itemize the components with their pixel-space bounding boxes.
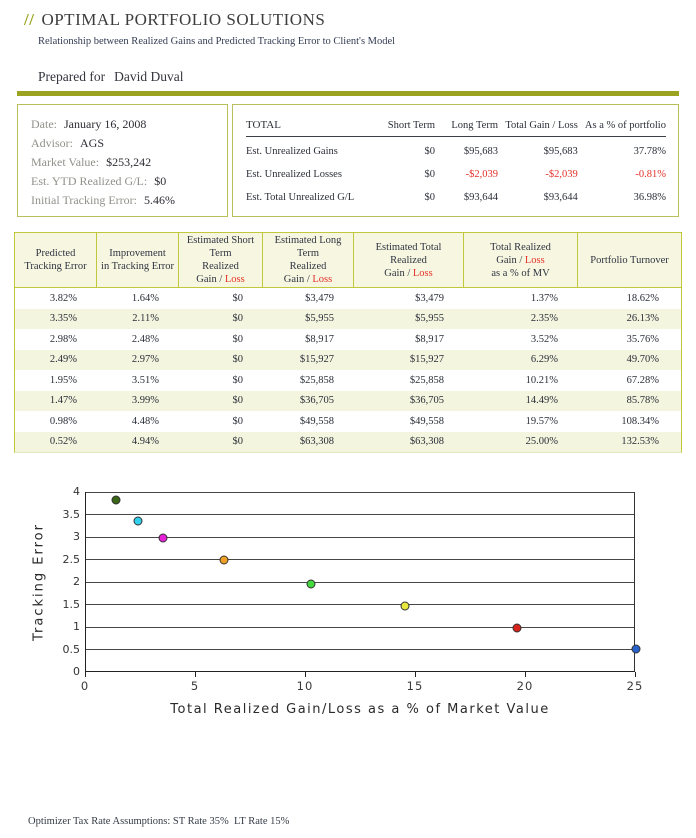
table-cell: $5,955 — [305, 313, 334, 325]
data-point — [220, 555, 229, 564]
gridline — [86, 649, 634, 650]
header-line — [196, 273, 244, 286]
table-cell: 1.47% — [49, 395, 77, 407]
info-label: Advisor: — [31, 136, 73, 150]
header-text: Gain / — [283, 274, 313, 285]
table-cell: 35.76% — [626, 333, 659, 345]
scenario-table-header — [14, 232, 682, 288]
table-row — [15, 370, 681, 391]
y-tick-label: 2 — [73, 575, 80, 588]
total-cell: $93,644 — [463, 192, 498, 203]
page-title: OPTIMAL PORTFOLIO SOLUTIONS — [41, 10, 326, 29]
header-text: Gain / — [496, 254, 525, 266]
y-tick-label: 1.5 — [62, 597, 80, 611]
header-text: Gain / — [196, 274, 225, 285]
data-point — [400, 601, 409, 610]
header-line — [284, 273, 332, 286]
total-cell: $0 — [424, 169, 435, 180]
header-text: Predicted — [35, 248, 76, 259]
gridline — [86, 559, 634, 560]
scenario-table-body — [14, 288, 682, 453]
table-row — [15, 329, 681, 350]
table-cell: $8,917 — [415, 333, 444, 345]
total-cell: $95,683 — [463, 146, 498, 157]
main-header-cell — [97, 233, 179, 287]
table-cell: 19.57% — [525, 415, 558, 427]
table-cell: 132.53% — [621, 436, 659, 448]
header-line — [290, 260, 327, 273]
y-tick-label: 0 — [73, 665, 80, 678]
data-point — [512, 623, 521, 632]
total-row — [246, 186, 666, 209]
brand-slashes-icon: // — [24, 10, 35, 29]
table-cell: 3.51% — [131, 374, 159, 386]
header-line — [491, 267, 549, 280]
info-label: Date: — [31, 117, 57, 131]
y-tick-label: 4 — [73, 485, 80, 498]
info-row — [31, 155, 227, 174]
data-point — [632, 644, 641, 653]
table-cell: 1.37% — [530, 292, 558, 304]
table-cell: 26.13% — [626, 313, 659, 325]
scenario-table — [14, 232, 682, 453]
table-cell: 25.00% — [525, 436, 558, 448]
info-label: Initial Tracking Error: — [31, 193, 137, 207]
header-line — [496, 254, 544, 267]
total-cell: $95,683 — [543, 146, 578, 157]
table-cell: $36,705 — [409, 395, 444, 407]
table-cell: $0 — [232, 333, 243, 345]
report-header — [24, 10, 664, 85]
x-tick-label: 25 — [626, 679, 644, 693]
x-tick-label: 20 — [516, 679, 534, 693]
data-point — [112, 496, 121, 505]
header-text: Estimated Short Term — [186, 235, 255, 259]
total-header-row — [246, 119, 666, 137]
table-row — [15, 432, 681, 453]
total-summary-box — [232, 104, 679, 217]
total-rows — [246, 140, 666, 209]
table-cell: $8,917 — [305, 333, 334, 345]
table-cell: $5,955 — [415, 313, 444, 325]
total-row-label: Est. Total Unrealized G/L — [246, 192, 355, 203]
x-tick-label: 15 — [406, 679, 424, 693]
info-row — [31, 117, 227, 136]
total-cell: 37.78% — [633, 146, 666, 157]
footer-note: Optimizer Tax Rate Assumptions: ST Rate 35% LT Rate 15% — [28, 816, 290, 827]
table-cell: $0 — [232, 395, 243, 407]
table-cell: $25,858 — [409, 374, 444, 386]
header-text: Estimated Long Term — [274, 235, 342, 259]
table-cell: $0 — [232, 415, 243, 427]
header-text: Realized — [390, 254, 427, 266]
table-cell: $0 — [232, 374, 243, 386]
header-line — [384, 267, 432, 280]
data-point — [133, 517, 142, 526]
info-row — [31, 193, 227, 212]
header-text: Gain / — [384, 267, 413, 279]
table-cell: $0 — [232, 313, 243, 325]
header-line — [179, 234, 262, 260]
header-text: in Tracking Error — [101, 261, 174, 272]
info-label: Market Value: — [31, 155, 100, 169]
gridline — [86, 604, 634, 605]
table-cell: 85.78% — [626, 395, 659, 407]
data-point — [159, 533, 168, 542]
total-cell: $93,644 — [543, 192, 578, 203]
info-row — [31, 174, 227, 193]
table-cell: $3,479 — [305, 292, 334, 304]
y-tick-label: 3.5 — [62, 507, 80, 521]
prepared-for-label: Prepared for — [38, 69, 106, 84]
info-value: AGS — [80, 136, 105, 150]
header-line — [36, 247, 76, 260]
divider-bar — [17, 91, 679, 96]
header-text: Realized — [289, 261, 327, 272]
x-tick-mark — [635, 672, 636, 677]
main-header-cell — [578, 233, 681, 287]
x-tick-mark — [195, 672, 196, 677]
table-cell: 2.48% — [131, 333, 159, 345]
loss-label: Loss — [412, 267, 433, 279]
info-box — [17, 104, 228, 217]
x-tick-mark — [415, 672, 416, 677]
title-line — [24, 10, 664, 30]
table-cell: $0 — [232, 354, 243, 366]
table-cell: 3.35% — [49, 313, 77, 325]
tracking-error-chart — [0, 470, 696, 740]
main-header-cell — [263, 233, 354, 287]
table-cell: 4.94% — [131, 436, 159, 448]
table-row — [15, 309, 681, 330]
table-cell: 0.98% — [49, 415, 77, 427]
table-row — [15, 391, 681, 412]
gridline — [86, 492, 634, 493]
total-cell: -0.81% — [635, 169, 666, 180]
info-row — [31, 136, 227, 155]
y-tick-label: 2.5 — [62, 552, 80, 566]
info-label: Est. YTD Realized G/L: — [31, 174, 148, 188]
table-cell: $49,558 — [409, 415, 444, 427]
table-cell: $3,479 — [415, 292, 444, 304]
total-cell: -$2,039 — [465, 169, 498, 180]
total-row-label: Est. Unrealized Gains — [246, 146, 338, 157]
total-cell: 36.98% — [633, 192, 666, 203]
table-row — [15, 288, 681, 309]
header-text: as a % of MV — [491, 267, 550, 279]
gridline — [86, 627, 634, 628]
table-cell: $15,927 — [409, 354, 444, 366]
total-header-cell: TOTAL — [246, 119, 281, 131]
table-cell: 108.34% — [621, 415, 659, 427]
x-tick-mark — [305, 672, 306, 677]
table-cell: 6.29% — [530, 354, 558, 366]
header-line — [101, 260, 174, 273]
prepared-for-line — [38, 69, 664, 85]
table-cell: 18.62% — [626, 292, 659, 304]
header-line — [390, 254, 427, 267]
table-cell: 2.97% — [131, 354, 159, 366]
loss-label: Loss — [524, 254, 545, 266]
total-cell: $0 — [424, 192, 435, 203]
x-tick-label: 0 — [80, 679, 90, 693]
table-cell: $63,308 — [409, 436, 444, 448]
gridline — [86, 582, 634, 583]
header-text: Total Realized — [490, 241, 551, 253]
total-cell: $0 — [424, 146, 435, 157]
table-cell: 2.49% — [49, 354, 77, 366]
table-cell: $63,308 — [299, 436, 334, 448]
table-cell: 3.52% — [530, 333, 558, 345]
table-cell: 0.52% — [49, 436, 77, 448]
header-line — [590, 254, 668, 267]
x-tick-label: 10 — [296, 679, 314, 693]
main-header-cell — [179, 233, 263, 287]
info-value: $253,242 — [106, 155, 152, 169]
x-tick-mark — [525, 672, 526, 677]
header-text: Tracking Error — [24, 261, 87, 272]
y-tick-label: 1 — [73, 620, 80, 633]
table-cell: 2.98% — [49, 333, 77, 345]
table-cell: 2.11% — [132, 313, 159, 325]
y-tick-label: 3 — [73, 530, 80, 543]
table-cell: 3.82% — [49, 292, 77, 304]
header-text: Realized — [202, 261, 239, 272]
header-line — [376, 241, 442, 254]
x-axis-title: Total Realized Gain/Loss as a % of Market Value — [170, 702, 550, 717]
table-cell: $15,927 — [299, 354, 334, 366]
header-line — [490, 241, 551, 254]
y-tick-label: 0.5 — [62, 642, 80, 656]
table-cell: $25,858 — [299, 374, 334, 386]
info-value: January 16, 2008 — [64, 117, 147, 131]
page-subtitle: Relationship between Realized Gains and Predicted Tracking Error to Client's Model — [38, 36, 396, 47]
main-header-cell — [15, 233, 97, 287]
header-text: Estimated Total — [375, 241, 442, 253]
total-cell: -$2,039 — [545, 169, 578, 180]
main-header-cell — [464, 233, 578, 287]
loss-label: Loss — [312, 274, 333, 285]
table-cell: 1.64% — [131, 292, 159, 304]
header-line — [109, 247, 166, 260]
total-row — [246, 140, 666, 163]
info-value: $0 — [154, 174, 167, 188]
header-text: Portfolio Turnover — [590, 254, 669, 266]
header-line — [24, 260, 86, 273]
table-cell: 4.48% — [131, 415, 159, 427]
table-cell: 3.99% — [131, 395, 159, 407]
table-cell: 10.21% — [525, 374, 558, 386]
table-cell: $0 — [232, 436, 243, 448]
gridline — [86, 514, 634, 515]
total-header-cell: Short Term — [387, 120, 435, 131]
info-value: 5.46% — [143, 193, 175, 207]
table-cell: $49,558 — [299, 415, 334, 427]
plot-area — [85, 492, 635, 672]
table-cell: 2.35% — [530, 313, 558, 325]
total-row — [246, 163, 666, 186]
client-name: David Duval — [114, 69, 184, 84]
table-cell: 67.28% — [626, 374, 659, 386]
header-text: Improvement — [109, 248, 166, 259]
total-row-label: Est. Unrealized Losses — [246, 169, 342, 180]
header-line — [202, 260, 239, 273]
header-line — [263, 234, 353, 260]
loss-label: Loss — [224, 274, 245, 285]
table-cell: 14.49% — [525, 395, 558, 407]
main-header-cell — [354, 233, 464, 287]
table-cell: 1.95% — [49, 374, 77, 386]
table-cell: $36,705 — [299, 395, 334, 407]
table-row — [15, 411, 681, 432]
total-header-cell: Total Gain / Loss — [505, 120, 578, 131]
gridline — [86, 537, 634, 538]
table-cell: 49.70% — [626, 354, 659, 366]
table-cell: $0 — [232, 292, 243, 304]
total-header-cell: As a % of portfolio — [584, 120, 666, 131]
y-axis-title: Tracking Error — [31, 523, 47, 641]
data-point — [306, 580, 315, 589]
x-tick-label: 5 — [190, 679, 200, 693]
x-tick-mark — [85, 672, 86, 677]
total-header-cell: Long Term — [451, 120, 498, 131]
table-row — [15, 350, 681, 371]
